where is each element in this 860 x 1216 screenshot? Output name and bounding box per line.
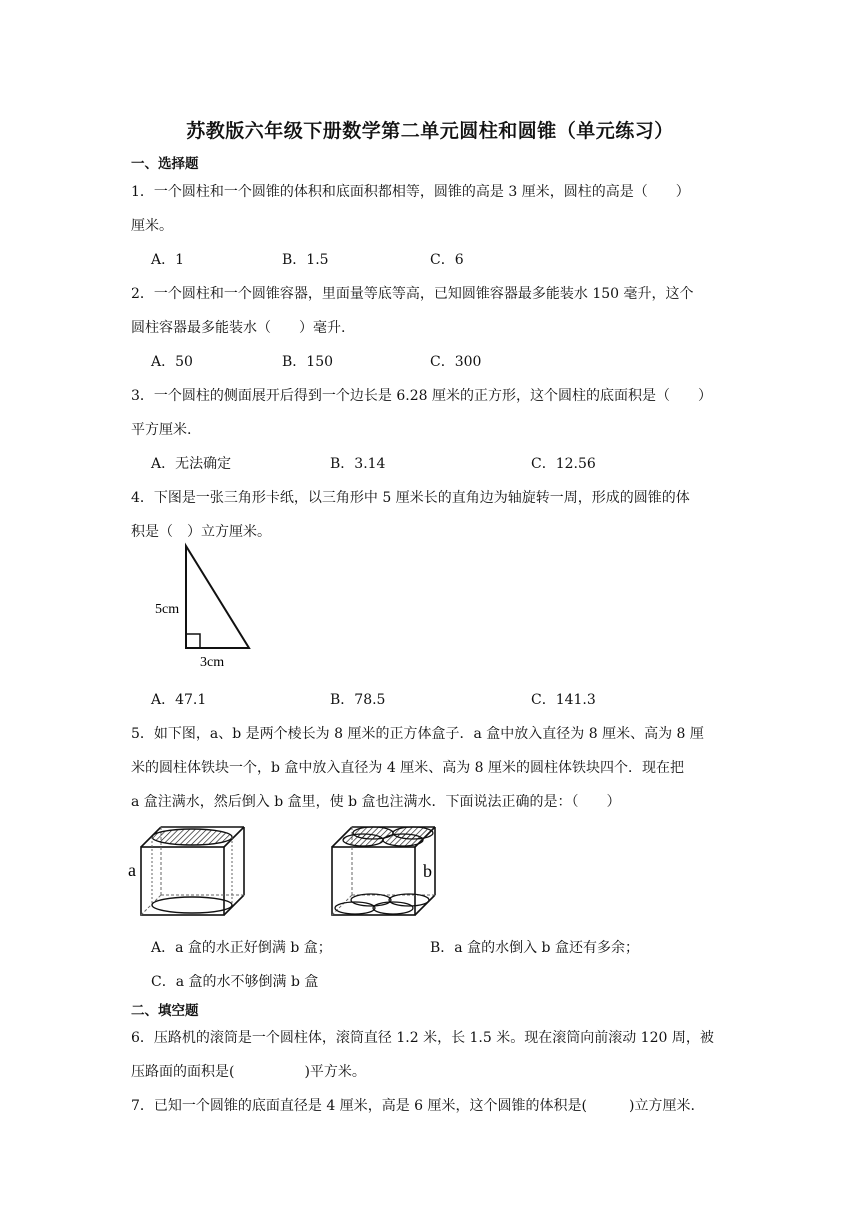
box-b-label: b [423,861,432,881]
cylinder-top-ellipse [152,829,232,845]
question-5-line-3: a 盒注满水，然后倒入 b 盒里，使 b 盒也注满水．下面说法正确的是：（ ） [131,794,621,810]
triangle-base-label: 3cm [200,655,225,670]
question-1-option-c: C．6 [430,252,464,268]
question-1-option-b: B．1.5 [282,252,329,268]
box-a [128,827,244,915]
section-heading-choice: 一、选择题 [131,156,199,172]
right-angle-marker [186,634,200,648]
question-6-line-2: 压路面的面积是( )平方米。 [131,1064,366,1080]
question-5-option-c: C．a 盒的水不够倒满 b 盒 [151,974,319,990]
question-2-line-2: 圆柱容器最多能装水（ ）毫升. [131,320,346,336]
question-1-line-2: 厘米。 [131,218,173,234]
question-4-option-a: A．47.1 [151,692,207,708]
question-6-line-1: 6．压路机的滚筒是一个圆柱体，滚筒直径 1.2 米，长 1.5 米。现在滚筒向前滚动 120 周，被 [131,1030,714,1046]
question-1-option-a: A．1 [151,252,185,268]
question-3-line-1: 3．一个圆柱的侧面展开后得到一个边长是 6.28 厘米的正方形，这个圆柱的底面积是（ ） [131,388,712,404]
question-1-line-1: 1．一个圆柱和一个圆锥的体积和底面积都相等，圆锥的高是 3 厘米，圆柱的高是（ ） [131,184,690,200]
triangle-outline [186,546,249,648]
question-3-line-2: 平方厘米. [131,422,192,438]
section-heading-fill: 二、填空题 [131,1003,199,1019]
question-3-option-b: B．3.14 [330,456,386,472]
question-5-option-a: A．a 盒的水正好倒满 b 盒； [151,940,332,956]
question-7-line-1: 7．已知一个圆锥的底面直径是 4 厘米，高是 6 厘米，这个圆锥的体积是( )立方厘米. [131,1098,695,1114]
question-4-option-c: C．141.3 [531,692,596,708]
question-2-option-b: B．150 [282,354,334,370]
question-4-line-1: 4．下图是一张三角形卡纸，以三角形中 5 厘米长的直角边为轴旋转一周，形成的圆锥的体 [131,490,690,506]
question-2-line-1: 2．一个圆柱和一个圆锥容器，里面量等底等高，已知圆锥容器最多能装水 150 毫升，这个 [131,286,694,302]
document-title: 苏教版六年级下册数学第二单元圆柱和圆锥（单元练习） [186,120,674,142]
box-b [332,827,435,915]
box-a-label: a [128,860,136,880]
question-4-option-b: B．78.5 [330,692,386,708]
right-triangle-figure [150,540,260,672]
question-3-option-a: A．无法确定 [151,456,232,472]
question-5-option-b: B．a 盒的水倒入 b 盒还有多余； [430,940,639,956]
triangle-height-label: 5cm [155,602,180,617]
question-2-option-a: A．50 [151,354,193,370]
question-5-line-1: 5．如下图，a、b 是两个棱长为 8 厘米的正方体盒子．a 盒中放入直径为 8 厘米、高为 8 厘 [131,726,704,742]
question-2-option-c: C．300 [430,354,482,370]
question-3-option-c: C．12.56 [531,456,596,472]
cube-boxes-figure [125,820,465,920]
question-4-line-2: 积是（ ）立方厘米。 [131,524,271,540]
question-5-line-2: 米的圆柱体铁块一个，b 盒中放入直径为 4 厘米、高为 8 厘米的圆柱体铁块四个．现在把 [131,760,685,776]
